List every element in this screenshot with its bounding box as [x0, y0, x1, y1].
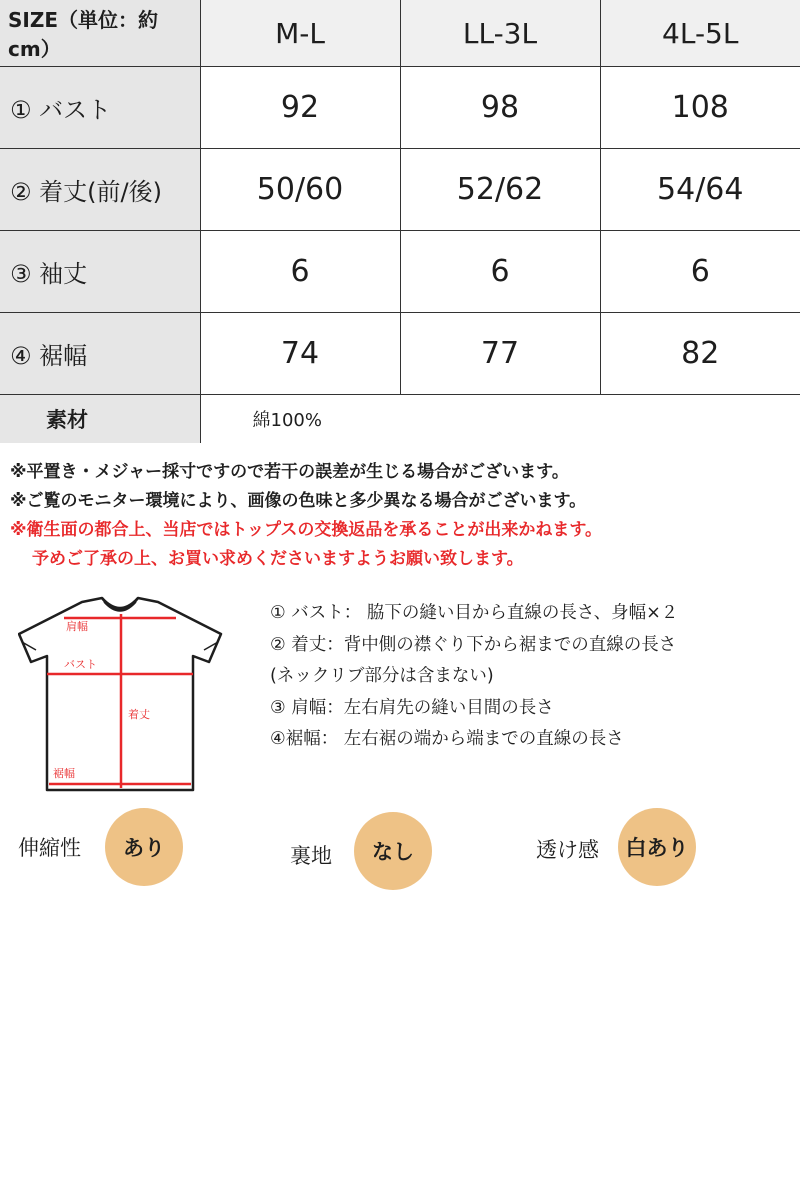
guide-hem: ④裾幅： 左右裾の端から端までの直線の長さ [270, 729, 624, 749]
row-label-sleeve: ③ 袖丈 [0, 231, 200, 313]
attribute-label: 裏地 [290, 844, 332, 868]
size-header-row [0, 0, 800, 67]
size-unit-label: SIZE（単位：約cm） [0, 0, 200, 67]
note-monitor-color: ※ご覧のモニター環境により、画像の色味と多少異なる場合がございます。 [10, 491, 587, 511]
table-row [0, 313, 800, 395]
table-row [0, 231, 800, 313]
size-col-2: LL-3L [400, 0, 600, 67]
size-table [0, 0, 800, 443]
table-cell: 54/64 [600, 149, 800, 231]
table-cell: 6 [200, 231, 400, 313]
table-cell: 74 [200, 313, 400, 395]
note-measurement-error: ※平置き・メジャー採寸ですので若干の誤差が生じる場合がございます。 [10, 462, 569, 482]
table-row [0, 149, 800, 231]
guide-bust: ① バスト： 脇下の縫い目から直線の長さ、身幅×２ [270, 603, 679, 623]
label-hem: 裾幅 [53, 767, 75, 780]
attribute-stretch [18, 808, 188, 888]
attribute-badge: 白あり [618, 808, 696, 886]
attribute-sheerness [536, 808, 706, 888]
material-value: 綿100% [252, 410, 322, 431]
table-row [0, 67, 800, 149]
attribute-badge: あり [105, 808, 183, 886]
row-label-bust: ① バスト [0, 67, 200, 149]
attribute-badge: なし [354, 812, 432, 890]
note-no-returns: ※衛生面の都合上、当店ではトップスの交換返品を承ることが出来かねます。 [10, 520, 602, 540]
guide-shoulder: ③ 肩幅：左右肩先の縫い目間の長さ [270, 697, 554, 718]
size-col-3: 4L-5L [600, 0, 800, 67]
label-bust: バスト [64, 658, 97, 671]
row-label-hem: ④ 裾幅 [0, 313, 200, 395]
table-cell: 108 [600, 67, 800, 149]
row-label-length: ② 着丈(前/後) [0, 149, 200, 231]
guide-length-note: (ネックリブ部分は含まない) [270, 666, 494, 686]
table-cell: 52/62 [400, 149, 600, 231]
table-cell: 82 [600, 313, 800, 395]
attribute-lining [290, 808, 440, 888]
size-col-1: M-L [200, 0, 400, 67]
material-row [0, 395, 800, 444]
guide-length: ② 着丈：背中側の襟ぐり下から裾までの直線の長さ [270, 634, 677, 655]
measurement-guide [270, 598, 790, 756]
material-label: 素材 [0, 395, 200, 444]
tshirt-diagram [18, 596, 223, 796]
tshirt-illustration [18, 596, 223, 796]
label-shoulder: 肩幅 [66, 620, 88, 633]
table-cell: 6 [600, 231, 800, 313]
notes [10, 458, 790, 574]
table-cell: 77 [400, 313, 600, 395]
table-cell: 6 [400, 231, 600, 313]
table-cell: 50/60 [200, 149, 400, 231]
table-cell: 92 [200, 67, 400, 149]
label-length: 着丈 [128, 708, 150, 721]
table-cell: 98 [400, 67, 600, 149]
attribute-label: 透け感 [536, 838, 599, 862]
note-acknowledge: 予めご了承の上、お買い求めくださいますようお願い致します。 [32, 549, 524, 569]
attribute-label: 伸縮性 [18, 836, 81, 860]
